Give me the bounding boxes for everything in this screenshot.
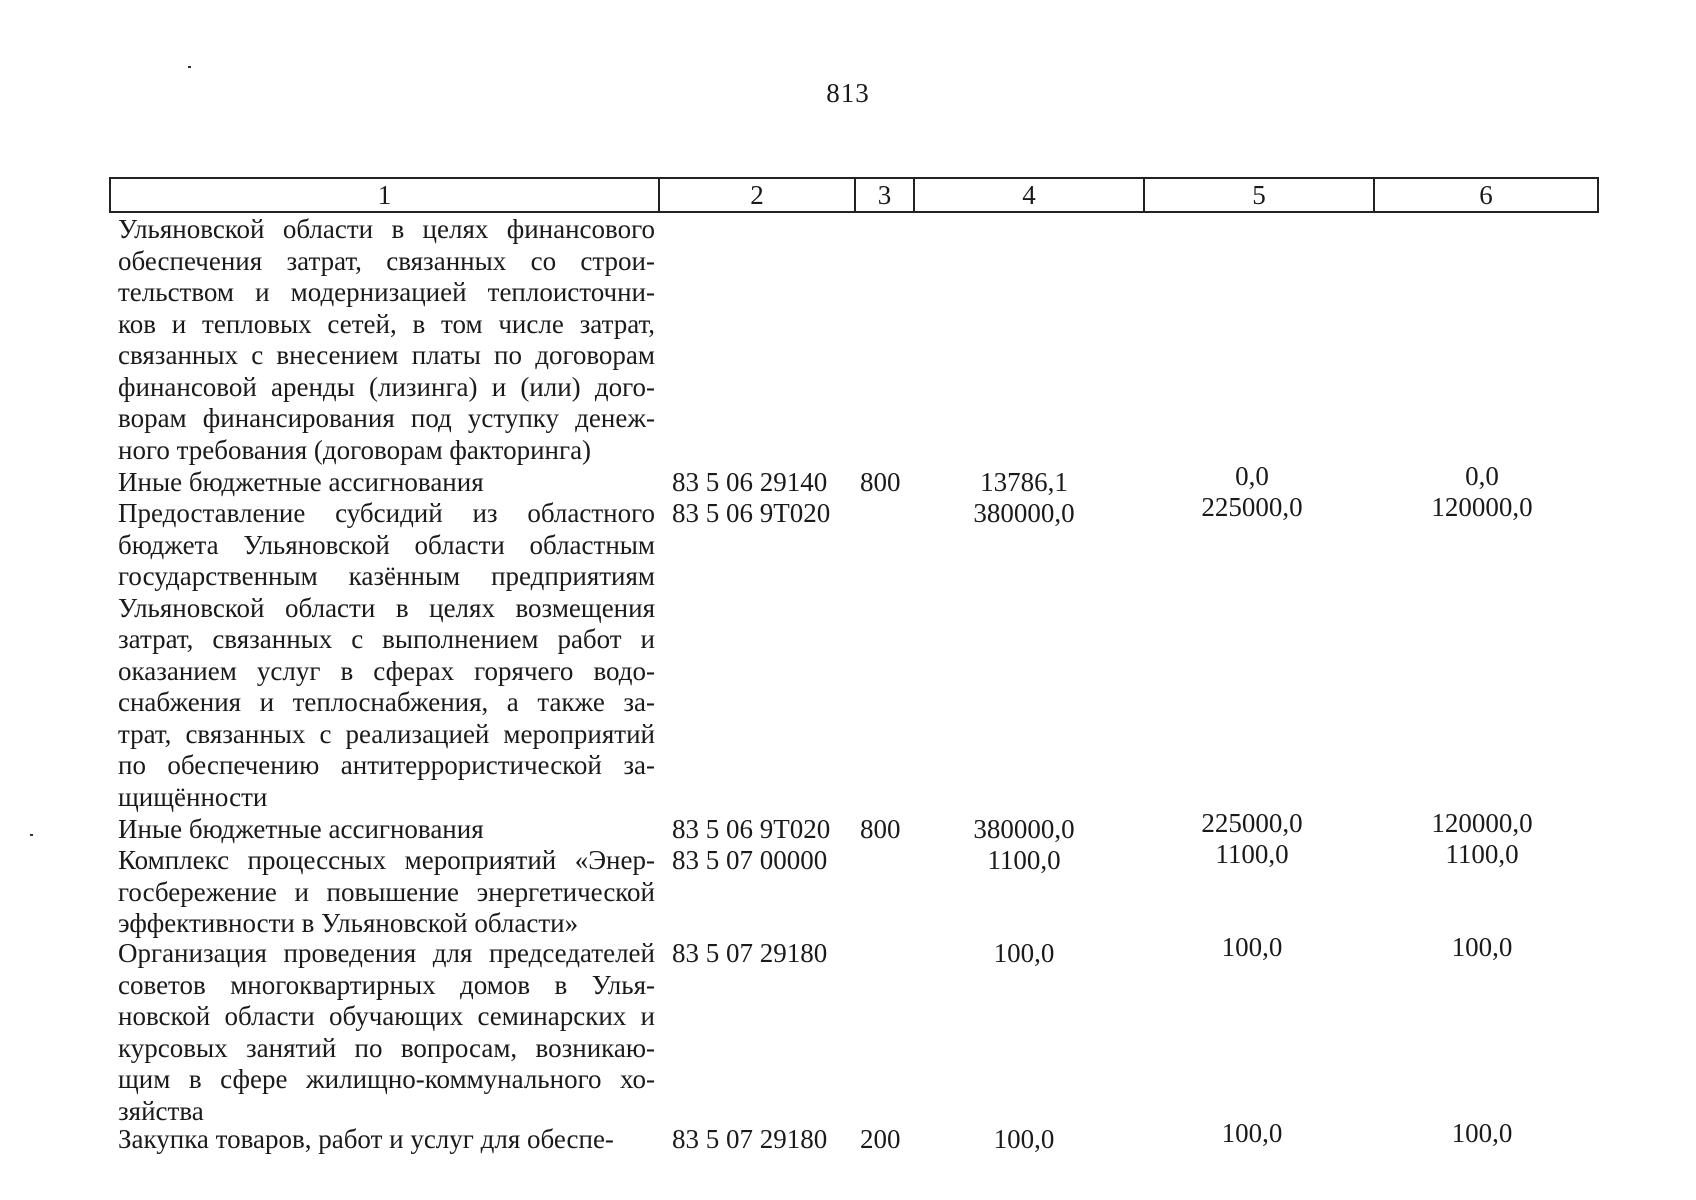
header-col-5: 5 [1144, 178, 1374, 212]
row-value-year-3: 1100,0 [1445, 839, 1519, 869]
description-line: госбережение и повышение энергетической [118, 876, 655, 907]
description-line: снабжения и теплоснабжения, а также за- [118, 687, 655, 717]
row-value-year-2: 1100,0 [1215, 839, 1289, 869]
scan-speck [30, 834, 33, 836]
description-line: щим в сфере жилищно-коммунального хо- [118, 1064, 655, 1094]
row-value-year-2: 100,0 [1221, 1118, 1283, 1148]
header-col-2: 2 [659, 178, 855, 212]
description-line: Иные бюджетные ассигнования [118, 814, 484, 844]
description-line: ворам финансирования под уступку денеж- [118, 403, 655, 433]
row-code: 83 5 07 29180 [672, 938, 828, 968]
description-line: Комплекс процессных мероприятий «Энер- [118, 845, 655, 875]
row-description [118, 845, 655, 940]
description-line: Предоставление субсидий из областного [118, 498, 655, 528]
row-code: 83 5 07 29180 [672, 1124, 828, 1154]
description-line: советов многоквартирных домов в Улья- [118, 969, 655, 1000]
description-line: Ульяновской области в целях финансового [118, 214, 655, 244]
description-line: щищённости [118, 781, 268, 812]
description-line: ков и тепловых сетей, в том числе затрат, [118, 308, 655, 339]
row-value-year-1: 100,0 [993, 938, 1055, 968]
row-value-year-3: 100,0 [1451, 932, 1513, 962]
description-line: трат, связанных с реализацией мероприятий [118, 718, 655, 749]
description-line: затрат, связанных с выполнением работ и [118, 624, 655, 654]
row-value-year-3: 100,0 [1451, 1118, 1513, 1148]
row-value-year-1: 380000,0 [973, 814, 1075, 844]
description-line: новской области обучающих семинарских и [118, 1001, 655, 1031]
description-line: зяйства [118, 1095, 204, 1126]
row-expense-type: 800 [860, 467, 901, 497]
page-number: 813 [826, 78, 870, 108]
row-description [118, 814, 655, 846]
row-description [118, 467, 655, 499]
header-col-3: 3 [855, 178, 914, 212]
row-value-year-1: 1100,0 [987, 845, 1061, 875]
row-value-year-2: 100,0 [1221, 932, 1283, 962]
description-line: ного требования (договорам факторинга) [118, 434, 592, 465]
row-description [118, 498, 655, 813]
row-code: 83 5 06 9Т020 [672, 498, 831, 528]
description-line: связанных с внесением платы по договорам [118, 340, 655, 370]
row-code: 83 5 06 9Т020 [672, 814, 831, 844]
header-col-4: 4 [914, 178, 1144, 212]
row-code: 83 5 07 00000 [672, 845, 828, 875]
header-col-1: 1 [110, 178, 659, 212]
row-description [118, 214, 655, 466]
description-line: Закупка товаров, работ и услуг для обеспе- [118, 1124, 614, 1154]
description-line: эффективности в Ульяновской области» [118, 908, 579, 938]
table-header [109, 177, 1599, 213]
row-description [118, 1124, 655, 1156]
row-value-year-2: 225000,0 [1201, 492, 1303, 522]
row-value-year-1: 13786,1 [980, 467, 1068, 497]
row-value-year-1: 380000,0 [973, 498, 1075, 528]
description-line: обеспечения затрат, связанных со строи- [118, 245, 655, 276]
row-value-year-2: 225000,0 [1201, 808, 1303, 838]
row-value-year-2: 0,0 [1235, 461, 1269, 491]
description-line: по обеспечению антитеррористической за- [118, 750, 655, 780]
description-line: курсовых занятий по вопросам, возникаю- [118, 1032, 655, 1063]
header-col-6: 6 [1374, 178, 1598, 212]
description-line: оказанием услуг в сферах горячего водо- [118, 655, 655, 686]
description-line: финансовой аренды (лизинга) и (или) дого- [118, 371, 655, 402]
row-description [118, 938, 655, 1127]
description-line: государственным казённым предприятиям [118, 561, 655, 591]
row-value-year-3: 120000,0 [1431, 492, 1533, 522]
scan-speck [188, 66, 191, 68]
row-value-year-3: 120000,0 [1431, 808, 1533, 838]
row-value-year-3: 0,0 [1465, 461, 1499, 491]
row-expense-type: 200 [860, 1124, 901, 1154]
row-expense-type: 800 [860, 814, 901, 844]
description-line: Организация проведения для председателей [118, 938, 655, 968]
description-line: Иные бюджетные ассигнования [118, 467, 484, 497]
description-line: бюджета Ульяновской области областным [118, 529, 655, 560]
description-line: Ульяновской области в целях возмещения [118, 592, 655, 623]
description-line: тельством и модернизацией теплоисточни- [118, 277, 655, 307]
row-value-year-1: 100,0 [993, 1124, 1055, 1154]
row-code: 83 5 06 29140 [672, 467, 828, 497]
